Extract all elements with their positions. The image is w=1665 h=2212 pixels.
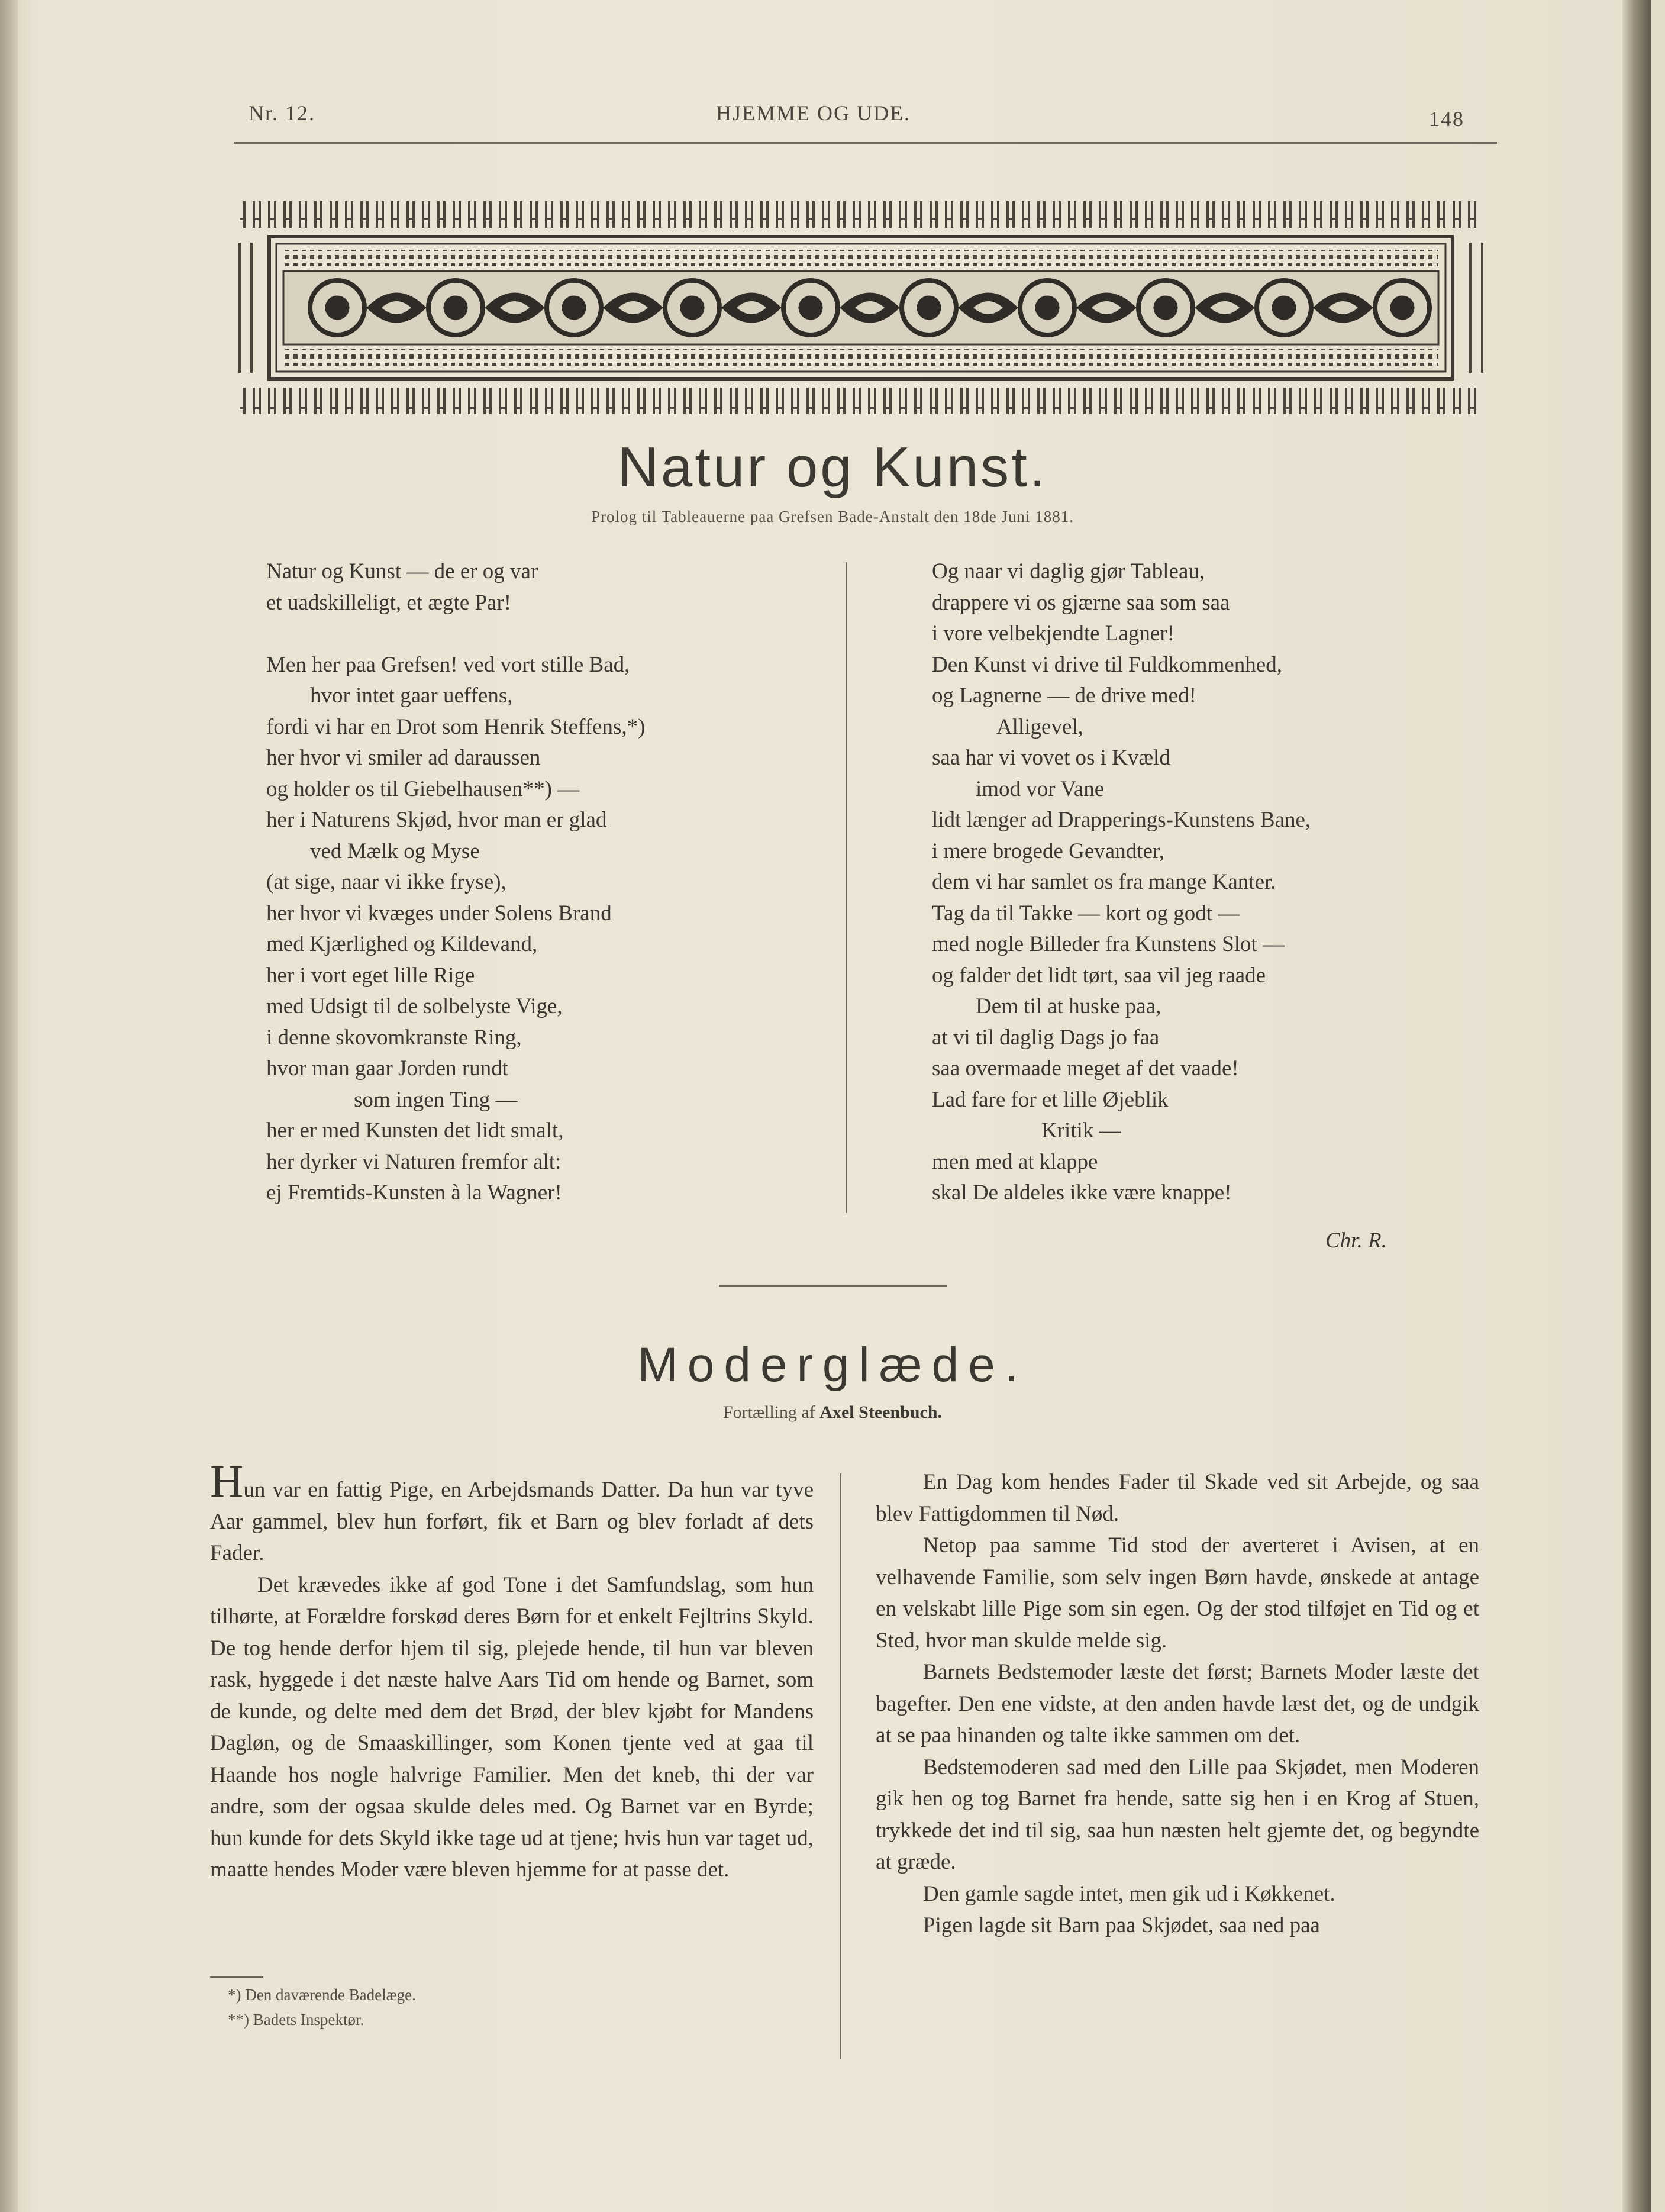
page-binding <box>0 0 18 2212</box>
poem-line: og Lagnerne — de drive med! <box>932 683 1196 708</box>
poem-line: i mere brogede Gevandter, <box>932 839 1164 863</box>
footnote-rule <box>210 1976 263 1978</box>
poem-line: dem vi har samlet os fra mange Kanter. <box>932 870 1276 894</box>
poem-line: lidt længer ad Drapperings-Kunstens Bane, <box>932 808 1311 832</box>
poem-line: i denne skovomkranste Ring, <box>266 1025 522 1050</box>
story-title: Moderglæde. <box>637 1338 1028 1392</box>
poem-signature: Chr. R. <box>1325 1228 1387 1253</box>
poem-line: et uadskilleligt, et ægte Par! <box>266 590 512 615</box>
poem-line: fordi vi har en Drot som Henrik Steffens,*) <box>266 714 646 739</box>
poem-line: her er med Kunsten det lidt smalt, <box>266 1118 564 1143</box>
poem-line: Og naar vi daglig gjør Tableau, <box>932 559 1205 583</box>
poem-line: hvor intet gaar ueffens, <box>266 683 513 708</box>
byline-author: Axel Steenbuch. <box>819 1402 943 1422</box>
poem-line: her i Naturens Skjød, hvor man er glad <box>266 808 607 832</box>
poem-line: Den Kunst vi drive til Fuldkommenhed, <box>932 652 1282 677</box>
story-paragraph: Netop paa samme Tid stod der averteret i Avisen, at en velhavende Familie, som selv ingen Børn havde, ønskede at antage en velskabt lille Pige som sin egen. Og der stod tilføjet en Tid og et Sted, hvor man skulde melde sig. <box>876 1533 1479 1653</box>
issue-number: Nr. 12. <box>249 101 315 125</box>
poem-line: med Kjærlighed og Kildevand, <box>266 932 538 956</box>
footnote: **) Badets Inspektør. <box>228 2011 364 2029</box>
poem-line: her hvor vi kvæges under Solens Brand <box>266 901 612 926</box>
header-rule <box>234 142 1497 144</box>
poem-line: Alligevel, <box>932 714 1083 739</box>
drop-cap: H <box>210 1455 244 1507</box>
poem-line: med Udsigt til de solbelyste Vige, <box>266 994 563 1018</box>
story-paragraph: Det krævedes ikke af god Tone i det Samfundslag, som hun tilhørte, at Forældre forskød deres Børn for et enkelt Fejltrins Skyld. De tog hende derfor hjem til sig, plejede hende, til hun var bleven rask, hyggede i det næste halve Aars Tid om hende og Barnet, som de kunde, og delte med dem det Brød, der blev kjøbt for Mandens Dagløn, og de Smaaskillinger, som Konen tjente ved at gaa til Haande hos nogle halvrige Familier. Men det kneb, thi der var andre, som der ogsaa skulde deles med. Og Barnet var en Byrde; hun kunde for dets Skyld ikke tage ud at tjene; hvis hun var taget ud, maatte hendes Moder være bleven hjemme for at passe det. <box>210 1572 814 1882</box>
poem-line: ej Fremtids-Kunsten à la Wagner! <box>266 1181 562 1205</box>
story-paragraph: Den gamle sagde intet, men gik ud i Køkkenet. <box>923 1881 1335 1906</box>
poem-line: saa overmaade meget af det vaade! <box>932 1056 1239 1081</box>
poem-title: Natur og Kunst. <box>617 436 1048 499</box>
journal-title: HJEMME OG UDE. <box>716 101 911 125</box>
poem-left-column <box>266 556 828 1209</box>
story-left-column <box>210 1455 814 1886</box>
poem-line: ved Mælk og Myse <box>266 839 480 863</box>
poem-subtitle: Prolog til Tableauerne paa Grefsen Bade-Anstalt den 18de Juni 1881. <box>591 508 1074 525</box>
story-paragraph: Bedstemoderen sad med den Lille paa Skjødet, men Moderen gik hen og tog Barnet fra hende, satte sig hen i en Krog af Stuen, trykkede det ind til sig, saa hun næsten helt gjemte det, og begyndte at græde. <box>876 1755 1479 1874</box>
section-divider <box>719 1285 947 1287</box>
poem-line: her i vort eget lille Rige <box>266 963 475 988</box>
poem-line: saa har vi vovet os i Kvæld <box>932 746 1170 770</box>
poem-line: her hvor vi smiler ad daraussen <box>266 746 541 770</box>
page-edge <box>1622 0 1651 2212</box>
story-paragraph: Hun var en fattig Pige, en Arbejdsmands Datter. Da hun var tyve Aar gammel, blev hun forført, fik et Barn og blev forladt af dets Fader. <box>210 1455 814 1565</box>
story-paragraph: Pigen lagde sit Barn paa Skjødet, saa ned paa <box>923 1913 1320 1937</box>
poem-line: imod vor Vane <box>932 776 1105 801</box>
poem-line: drappere vi os gjærne saa som saa <box>932 590 1230 615</box>
poem-line: Tag da til Takke — kort og godt — <box>932 901 1240 926</box>
footnotes <box>228 1982 416 2032</box>
page-number: 148 <box>1429 107 1464 131</box>
poem-line: med nogle Billeder fra Kunstens Slot — <box>932 932 1285 956</box>
story-paragraph: En Dag kom hendes Fader til Skade ved sit Arbejde, og saa blev Fattigdommen til Nød. <box>876 1470 1479 1526</box>
poem-line: og holder os til Giebelhausen**) — <box>266 776 580 801</box>
poem-line: Natur og Kunst — de er og var <box>266 559 538 583</box>
poem-line: skal De aldeles ikke være knappe! <box>932 1181 1232 1205</box>
poem-line: i vore velbekjendte Lagner! <box>932 621 1174 646</box>
poem-line: hvor man gaar Jorden rundt <box>266 1056 508 1081</box>
poem-line: men med at klappe <box>932 1149 1098 1174</box>
poem-line: Dem til at huske paa, <box>932 994 1161 1018</box>
column-divider <box>846 562 847 1213</box>
story-column-divider <box>840 1473 841 2059</box>
poem-right-column <box>932 556 1524 1209</box>
footnote: *) Den daværende Badelæge. <box>228 1986 416 2004</box>
poem-line: Lad fare for et lille Øjeblik <box>932 1087 1169 1112</box>
story-byline <box>0 1402 1665 1423</box>
poem-line <box>266 618 828 650</box>
poem-line: her dyrker vi Naturen fremfor alt: <box>266 1149 562 1174</box>
poem-line: som ingen Ting — <box>266 1087 518 1112</box>
story-right-column <box>876 1466 1479 1942</box>
ornamental-banner <box>234 195 1488 420</box>
poem-line: at vi til daglig Dags jo faa <box>932 1025 1160 1050</box>
story-paragraph: Barnets Bedstemoder læste det først; Barnets Moder læste det bagefter. Den ene vidste, at den anden havde læst det, og de undgik at se paa hinanden og talte ikke sammen om det. <box>876 1660 1479 1747</box>
byline-prefix: Fortælling af <box>722 1402 815 1422</box>
poem-line: (at sige, naar vi ikke fryse), <box>266 870 506 894</box>
poem-line: Kritik — <box>932 1118 1121 1143</box>
poem-line: og falder det lidt tørt, saa vil jeg raade <box>932 963 1266 988</box>
poem-line: Men her paa Grefsen! ved vort stille Bad, <box>266 652 630 677</box>
